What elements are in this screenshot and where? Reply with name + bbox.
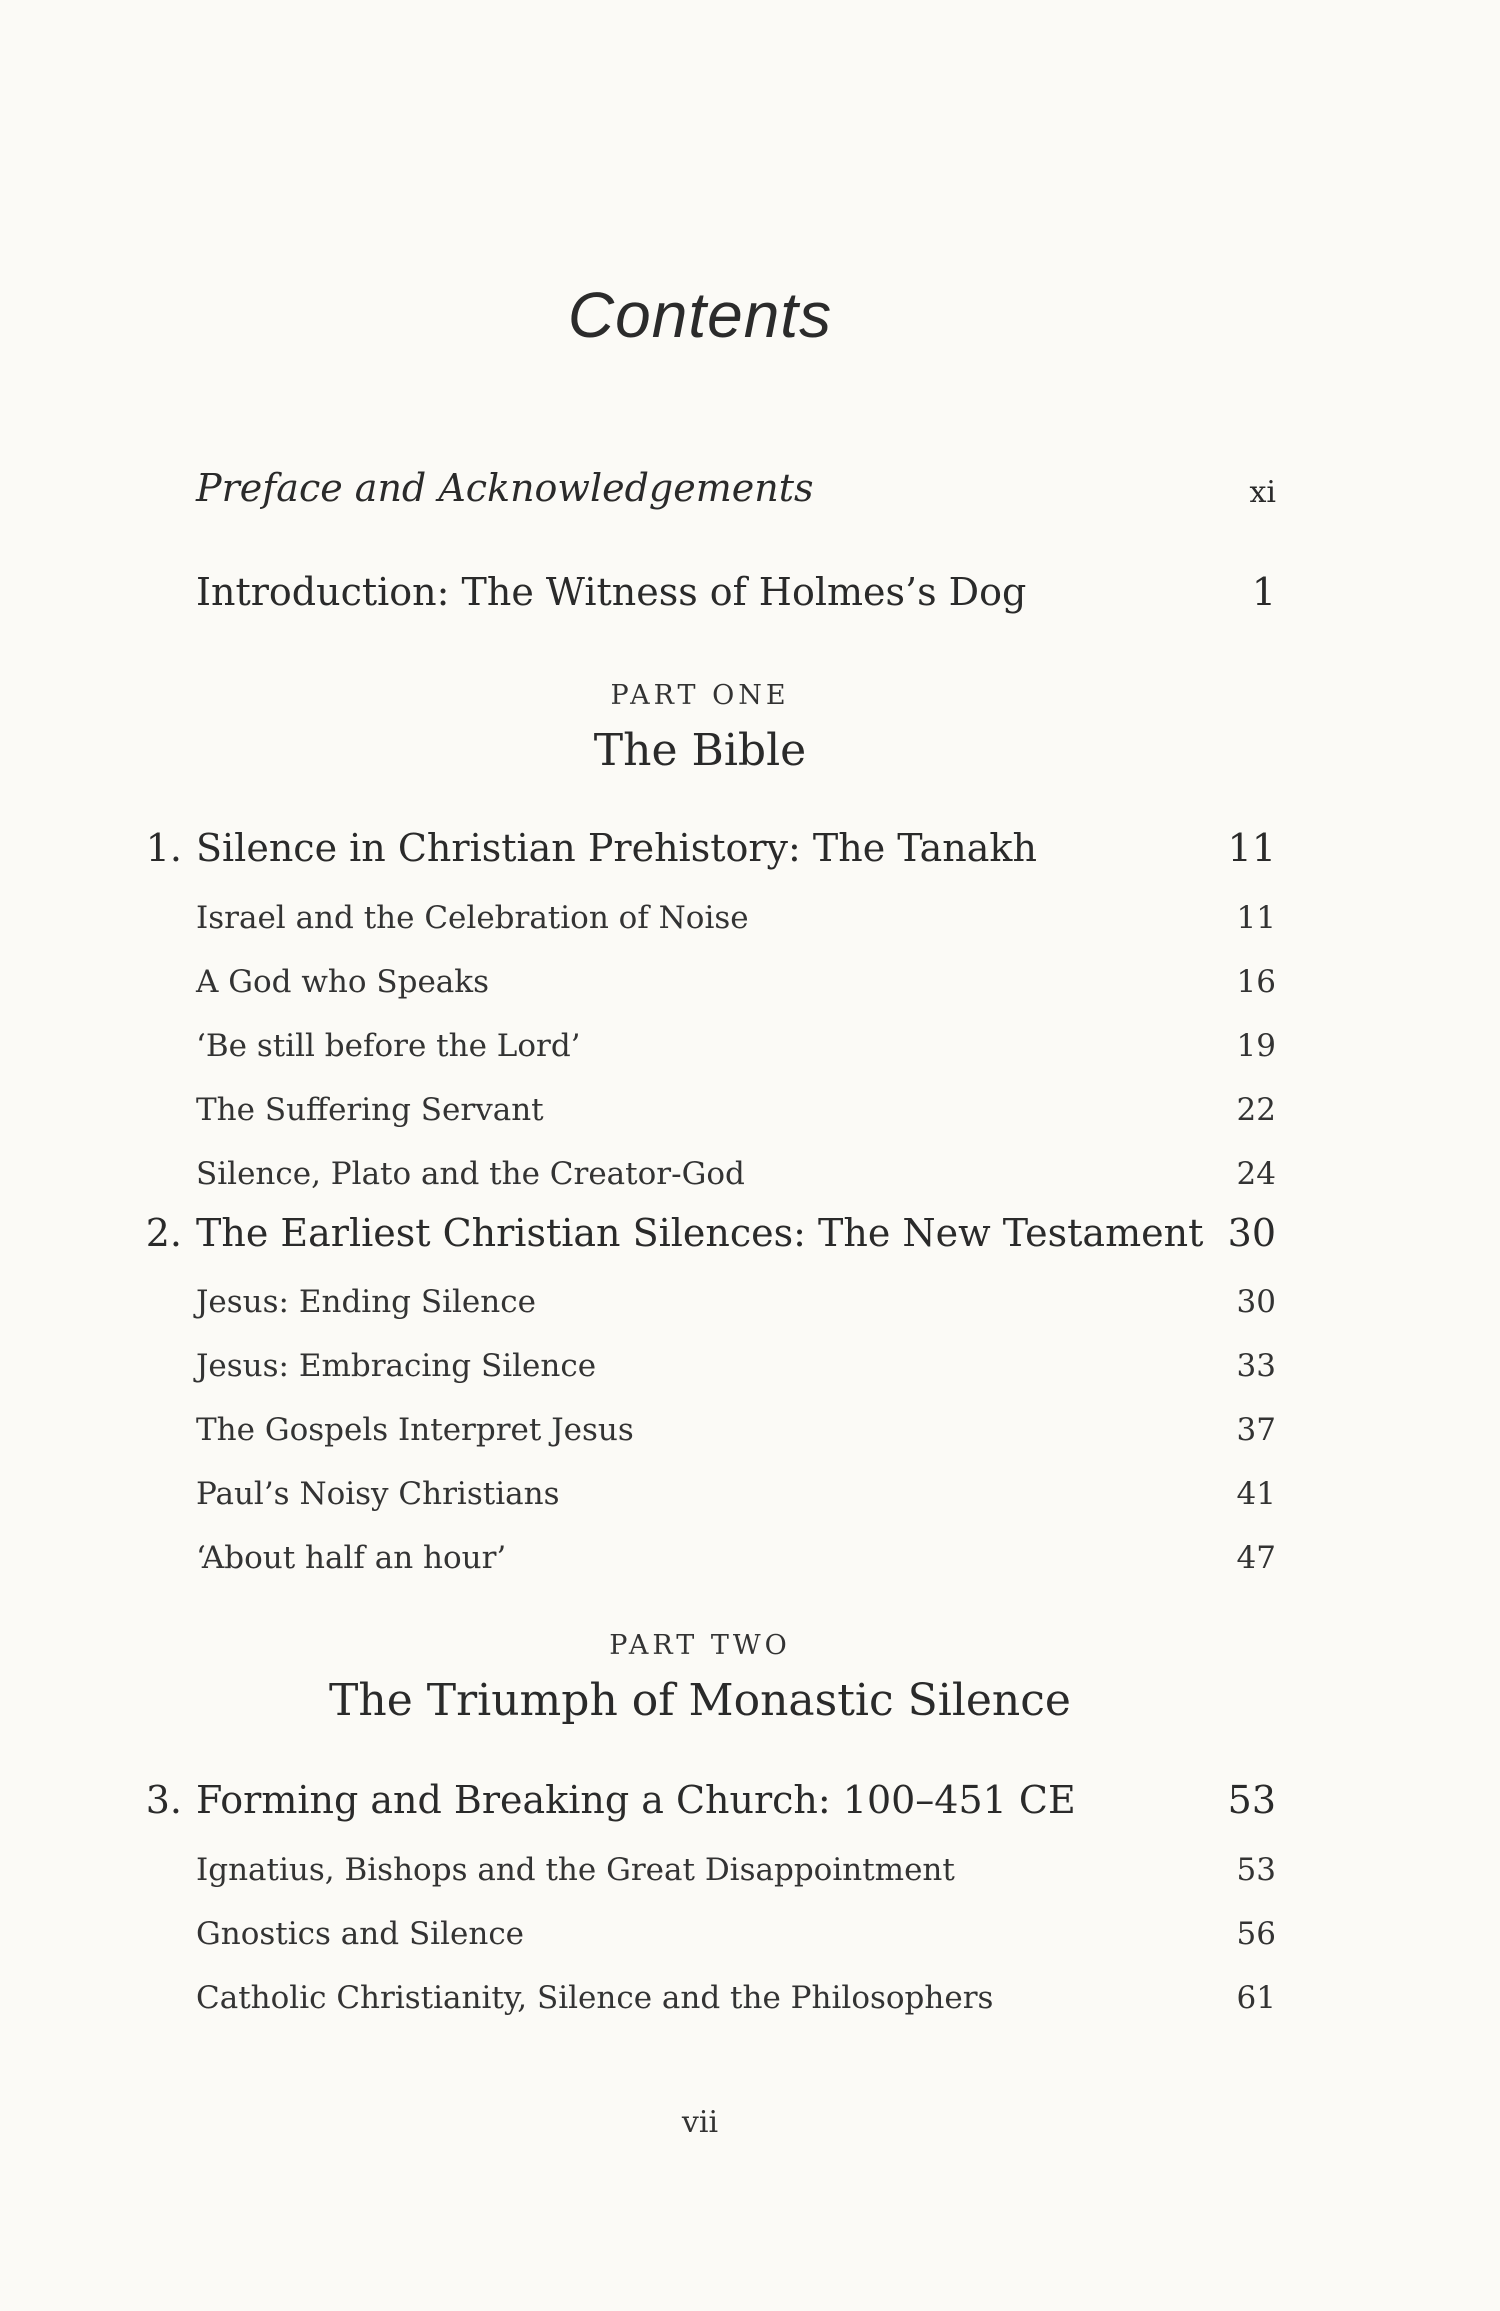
toc-section[interactable] [196,1892,1276,1952]
toc-page-number: 41 [1236,1476,1276,1512]
toc-section[interactable] [196,1956,1276,2016]
toc-chapter-2[interactable] [145,1195,1276,1255]
toc-chapter-1[interactable] [145,810,1276,870]
toc-section[interactable] [196,1388,1276,1448]
toc-entry-label: Silence, Plato and the Creator-God [196,1156,745,1192]
toc-section[interactable] [196,1260,1276,1320]
chapter-number: 2. [145,1211,182,1255]
toc-page-number: 53 [1236,1852,1276,1888]
toc-entry-label: Gnostics and Silence [196,1916,525,1952]
toc-section[interactable] [196,1068,1276,1128]
part-two-title: The Triumph of Monastic Silence [329,1675,1071,1726]
toc-section[interactable] [196,1132,1276,1192]
toc-section[interactable] [196,1516,1276,1576]
toc-entry-introduction[interactable] [196,554,1276,614]
toc-page-number: 53 [1227,1778,1276,1822]
toc-section[interactable] [196,940,1276,1000]
toc-page-number: 22 [1236,1092,1276,1128]
toc-page-number: 16 [1236,964,1276,1000]
toc-entry-label: Jesus: Ending Silence [196,1284,536,1320]
toc-section[interactable] [196,1452,1276,1512]
toc-section[interactable] [196,1004,1276,1064]
toc-page-number: 24 [1236,1156,1276,1192]
toc-page-number: 56 [1236,1916,1276,1952]
toc-entry-label: Jesus: Embracing Silence [196,1348,597,1384]
toc-entry-preface[interactable] [196,450,1276,510]
toc-page-number: 33 [1236,1348,1276,1384]
part-one-title: The Bible [593,725,807,776]
toc-entry-label: Forming and Breaking a Church: 100–451 CE [196,1778,1076,1822]
toc-page-number: 1 [1251,570,1276,614]
toc-entry-label: ‘About half an hour’ [196,1540,507,1576]
toc-page-number: 19 [1236,1028,1276,1064]
toc-entry-label: Catholic Christianity, Silence and the Philosophers [196,1980,994,2016]
toc-entry-label: ‘Be still before the Lord’ [196,1028,581,1064]
toc-entry-label: Ignatius, Bishops and the Great Disappointment [196,1852,955,1888]
toc-entry-label: The Earliest Christian Silences: The New Testament [196,1211,1204,1255]
toc-entry-label: The Gospels Interpret Jesus [196,1412,634,1448]
toc-page-number: 30 [1236,1284,1276,1320]
toc-section[interactable] [196,876,1276,936]
toc-entry-label: The Suffering Servant [196,1092,544,1128]
toc-entry-label: Preface and Acknowledgements [196,466,814,510]
toc-entry-label: A God who Speaks [196,964,489,1000]
toc-entry-label: Paul’s Noisy Christians [196,1476,560,1512]
chapter-number: 1. [145,826,182,870]
toc-page-number: 61 [1236,1980,1276,2016]
toc-page-number: xi [1249,475,1276,510]
toc-entry-label: Silence in Christian Prehistory: The Tanakh [196,826,1037,870]
part-one-label: PART ONE [610,680,790,711]
toc-page-number: 11 [1227,826,1276,870]
toc-chapter-3[interactable] [145,1762,1276,1822]
page-folio: vii [681,2105,719,2140]
toc-page-number: 11 [1236,900,1276,936]
toc-section[interactable] [196,1324,1276,1384]
part-two-label: PART TWO [609,1630,791,1661]
toc-page-number: 30 [1227,1211,1276,1255]
toc-section[interactable] [196,1828,1276,1888]
toc-page-number: 47 [1236,1540,1276,1576]
page-title: Contents [567,279,833,351]
toc-entry-label: Israel and the Celebration of Noise [196,900,749,936]
toc-page-number: 37 [1236,1412,1276,1448]
toc-entry-label: Introduction: The Witness of Holmes’s Dog [196,570,1027,614]
chapter-number: 3. [145,1778,182,1822]
